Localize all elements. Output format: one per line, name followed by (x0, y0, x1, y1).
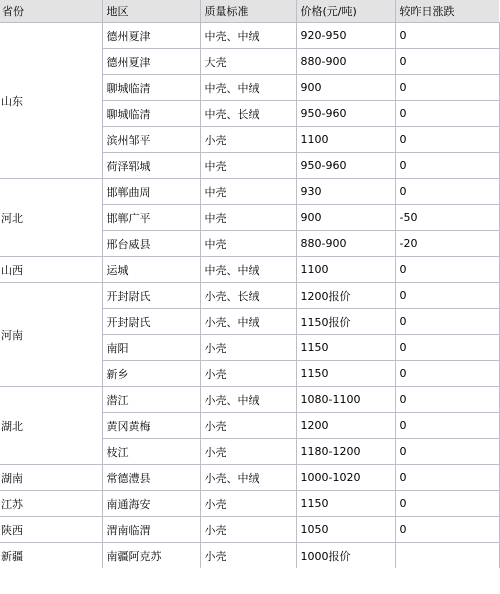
price-cell: 950-960 (296, 101, 395, 127)
quality-cell: 小壳 (200, 335, 296, 361)
region-cell: 南通海安 (102, 491, 200, 517)
change-cell (395, 543, 499, 569)
table-row (0, 283, 499, 309)
quality-cell: 中壳 (200, 205, 296, 231)
region-cell: 荷泽郓城 (102, 153, 200, 179)
province-cell: 河南 (0, 283, 102, 387)
region-cell: 新乡 (102, 361, 200, 387)
region-cell: 运城 (102, 257, 200, 283)
region-cell: 常德澧县 (102, 465, 200, 491)
header-price: 价格(元/吨) (296, 0, 395, 23)
table-body (0, 23, 499, 569)
table-row (0, 543, 499, 569)
table-row (0, 23, 499, 49)
region-cell: 邯郸广平 (102, 205, 200, 231)
quality-cell: 中壳、中绒 (200, 257, 296, 283)
table-row (0, 257, 499, 283)
region-cell: 潜江 (102, 387, 200, 413)
price-cell: 880-900 (296, 49, 395, 75)
quality-cell: 小壳、中绒 (200, 387, 296, 413)
header-row (0, 0, 499, 23)
province-cell: 江苏 (0, 491, 102, 517)
change-cell: 0 (395, 257, 499, 283)
price-cell: 1050 (296, 517, 395, 543)
province-cell: 山西 (0, 257, 102, 283)
price-cell: 1000-1020 (296, 465, 395, 491)
quality-cell: 中壳、中绒 (200, 23, 296, 49)
quality-cell: 中壳 (200, 231, 296, 257)
change-cell: -50 (395, 205, 499, 231)
change-cell: 0 (395, 491, 499, 517)
table-row (0, 387, 499, 413)
table-row (0, 517, 499, 543)
table-header (0, 0, 499, 23)
change-cell: 0 (395, 413, 499, 439)
region-cell: 枝江 (102, 439, 200, 465)
header-province: 省份 (0, 0, 102, 23)
change-cell: -20 (395, 231, 499, 257)
price-cell: 920-950 (296, 23, 395, 49)
province-cell: 河北 (0, 179, 102, 257)
header-region: 地区 (102, 0, 200, 23)
change-cell: 0 (395, 127, 499, 153)
quality-cell: 小壳 (200, 491, 296, 517)
header-change: 较昨日涨跌 (395, 0, 499, 23)
region-cell: 邯郸曲周 (102, 179, 200, 205)
quality-cell: 中壳、中绒 (200, 75, 296, 101)
quality-cell: 小壳 (200, 413, 296, 439)
region-cell: 德州夏津 (102, 23, 200, 49)
price-cell: 1080-1100 (296, 387, 395, 413)
quality-cell: 小壳 (200, 361, 296, 387)
price-cell: 900 (296, 75, 395, 101)
price-cell: 950-960 (296, 153, 395, 179)
change-cell: 0 (395, 387, 499, 413)
change-cell: 0 (395, 23, 499, 49)
table-row (0, 179, 499, 205)
province-cell: 新疆 (0, 543, 102, 569)
price-cell: 1150报价 (296, 309, 395, 335)
region-cell: 黄冈黄梅 (102, 413, 200, 439)
province-cell: 湖南 (0, 465, 102, 491)
price-cell: 1150 (296, 491, 395, 517)
change-cell: 0 (395, 179, 499, 205)
region-cell: 邢台威县 (102, 231, 200, 257)
quality-cell: 中壳、长绒 (200, 101, 296, 127)
price-cell: 1100 (296, 257, 395, 283)
change-cell: 0 (395, 75, 499, 101)
province-cell: 山东 (0, 23, 102, 179)
change-cell: 0 (395, 465, 499, 491)
price-cell: 1150 (296, 335, 395, 361)
region-cell: 聊城临清 (102, 75, 200, 101)
price-cell: 1180-1200 (296, 439, 395, 465)
price-cell: 930 (296, 179, 395, 205)
change-cell: 0 (395, 309, 499, 335)
province-cell: 陕西 (0, 517, 102, 543)
region-cell: 滨州邹平 (102, 127, 200, 153)
change-cell: 0 (395, 101, 499, 127)
quality-cell: 小壳、中绒 (200, 465, 296, 491)
quality-cell: 小壳 (200, 517, 296, 543)
quality-cell: 中壳 (200, 153, 296, 179)
price-cell: 1200报价 (296, 283, 395, 309)
change-cell: 0 (395, 283, 499, 309)
change-cell: 0 (395, 517, 499, 543)
region-cell: 南阳 (102, 335, 200, 361)
quality-cell: 大壳 (200, 49, 296, 75)
price-cell: 1200 (296, 413, 395, 439)
quality-cell: 小壳、长绒 (200, 283, 296, 309)
price-cell: 1150 (296, 361, 395, 387)
region-cell: 开封尉氏 (102, 309, 200, 335)
change-cell: 0 (395, 49, 499, 75)
change-cell: 0 (395, 153, 499, 179)
quality-cell: 小壳 (200, 439, 296, 465)
region-cell: 德州夏津 (102, 49, 200, 75)
change-cell: 0 (395, 335, 499, 361)
region-cell: 开封尉氏 (102, 283, 200, 309)
price-cell: 900 (296, 205, 395, 231)
region-cell: 聊城临清 (102, 101, 200, 127)
region-cell: 南疆阿克苏 (102, 543, 200, 569)
quality-cell: 小壳、中绒 (200, 309, 296, 335)
change-cell: 0 (395, 361, 499, 387)
price-cell: 880-900 (296, 231, 395, 257)
price-cell: 1000报价 (296, 543, 395, 569)
quality-cell: 中壳 (200, 179, 296, 205)
price-cell: 1100 (296, 127, 395, 153)
header-quality: 质量标准 (200, 0, 296, 23)
quality-cell: 小壳 (200, 127, 296, 153)
change-cell: 0 (395, 439, 499, 465)
quality-cell: 小壳 (200, 543, 296, 569)
region-cell: 渭南临渭 (102, 517, 200, 543)
table-row (0, 465, 499, 491)
table-row (0, 491, 499, 517)
province-cell: 湖北 (0, 387, 102, 465)
